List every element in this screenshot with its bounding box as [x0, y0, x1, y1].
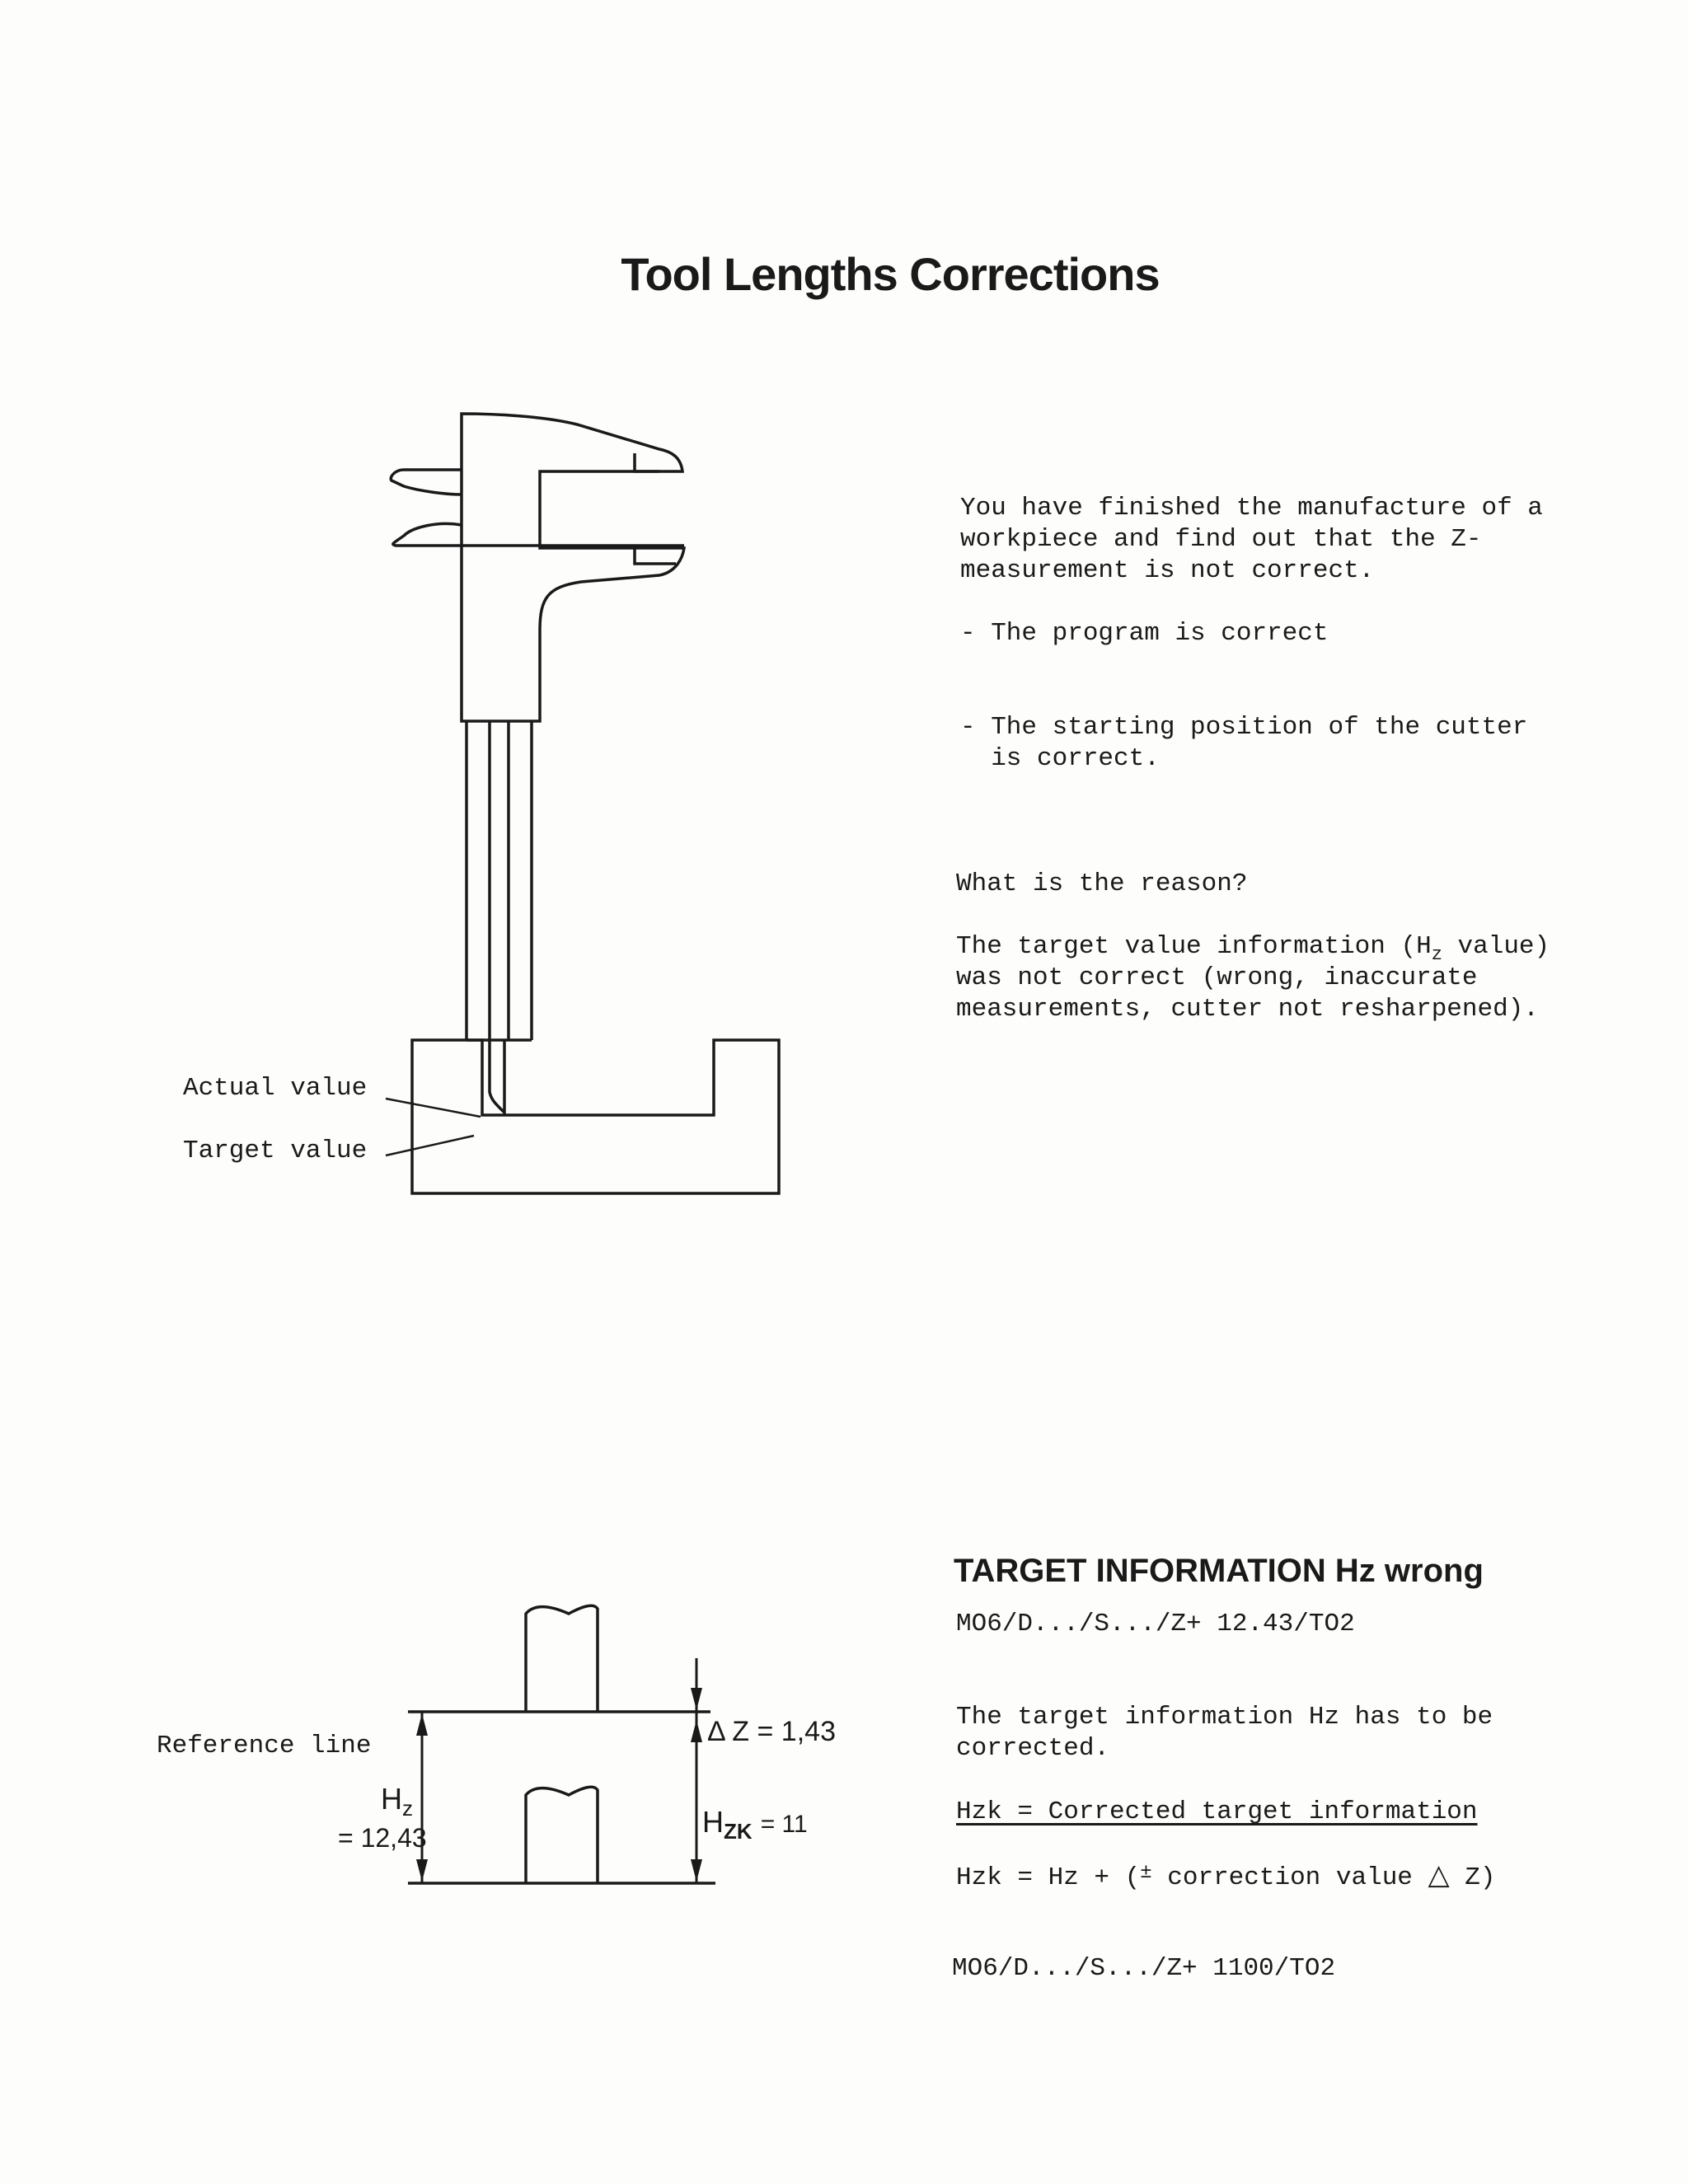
actual-value-label: Actual value: [183, 1074, 368, 1103]
answer-line-1: The target value information ($H_z$ value): [956, 932, 1550, 965]
intro-line-3: measurement is not correct.: [960, 556, 1375, 585]
correction-text-line-2: corrected.: [956, 1734, 1110, 1763]
lower-cutter: [526, 1787, 598, 1883]
intro-line-1: You have finished the manufacture of a: [960, 494, 1543, 523]
hz-value: = 12,43: [338, 1823, 427, 1853]
hzk-label: $H_{ZK} = 11$: [702, 1805, 808, 1844]
answer-line-2: was not correct (wrong, inaccurate: [956, 963, 1478, 992]
code-line-corrected: MO6/D.../S.../Z+ 1100/TO2: [952, 1954, 1336, 1983]
question-text: What is the reason?: [956, 869, 1248, 898]
answer-line-3: measurements, cutter not resharpened).: [956, 995, 1539, 1024]
target-info-heading: TARGET INFORMATION Hz wrong: [954, 1553, 1484, 1589]
point-starting-position-line-2: is correct.: [960, 744, 1160, 773]
page-title: Tool Lengths Corrections: [621, 248, 1160, 300]
code-line-original: MO6/D.../S.../Z+ 12.43/TO2: [956, 1610, 1355, 1638]
target-value-label: Target value: [183, 1137, 368, 1165]
point-program-correct: - The program is correct: [960, 619, 1329, 648]
correction-text-line-1: The target information Hz has to be: [956, 1703, 1493, 1732]
reference-line-label: Reference line: [157, 1732, 372, 1760]
hzk-definition: Hzk = Corrected target information: [956, 1797, 1478, 1826]
point-starting-position-line-1: - The starting position of the cutter: [960, 713, 1528, 742]
intro-line-2: workpiece and find out that the Z-: [960, 525, 1482, 554]
delta-z-label: Δ Z = 1,43: [707, 1716, 836, 1747]
hzk-formula: Hzk = Hz + (± correction value △ Z): [956, 1858, 1496, 1892]
upper-cutter: [526, 1605, 598, 1712]
hz-symbol: $H_z$: [381, 1782, 413, 1821]
